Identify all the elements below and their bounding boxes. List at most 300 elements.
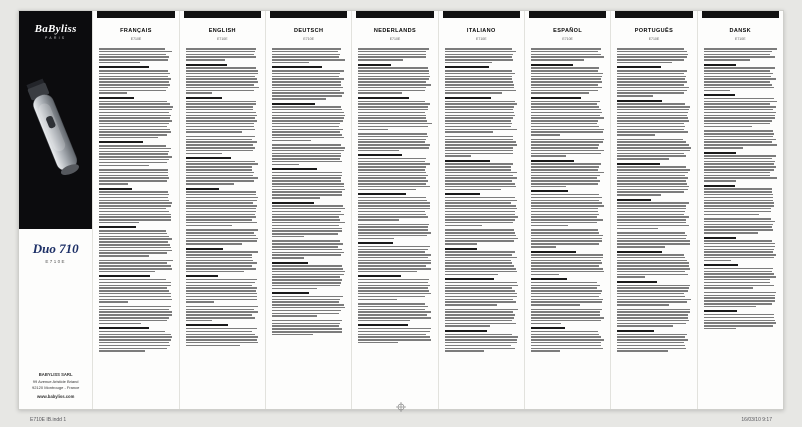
paragraph <box>617 330 690 352</box>
text-line <box>272 313 339 315</box>
text-line <box>531 334 599 336</box>
text-line <box>272 84 341 86</box>
text-line <box>99 287 166 289</box>
text-line <box>704 243 776 245</box>
section-heading <box>704 185 735 187</box>
text-line <box>445 301 516 303</box>
text-line <box>186 115 257 117</box>
text-line <box>617 296 685 298</box>
text-line <box>445 103 517 105</box>
text-line <box>99 301 128 303</box>
text-line <box>445 62 492 64</box>
text-line <box>617 134 655 136</box>
paragraph <box>617 66 690 96</box>
text-line <box>99 230 166 232</box>
text-line <box>445 166 512 168</box>
text-line <box>704 67 775 69</box>
text-line <box>617 350 668 352</box>
text-line <box>99 87 168 89</box>
text-line <box>186 76 255 78</box>
text-line <box>445 153 513 155</box>
text-line <box>186 260 254 262</box>
paragraph <box>186 48 259 61</box>
section-heading <box>186 188 219 190</box>
text-line <box>272 252 344 254</box>
text-line <box>617 191 683 193</box>
paragraph <box>704 94 777 127</box>
text-line <box>358 109 428 111</box>
text-line <box>272 120 343 122</box>
text-line <box>99 151 169 153</box>
fold-top-bar <box>270 11 347 18</box>
text-line <box>186 306 259 308</box>
paragraph <box>99 226 172 256</box>
text-line <box>272 180 341 182</box>
text-line <box>358 226 428 228</box>
paragraph <box>704 152 777 182</box>
paragraph <box>99 275 172 302</box>
text-line <box>272 233 338 235</box>
text-line <box>358 141 425 143</box>
text-line <box>531 314 600 316</box>
text-line <box>272 325 339 327</box>
text-line <box>617 48 684 50</box>
text-line <box>704 98 774 100</box>
text-line <box>531 103 597 105</box>
paragraph <box>272 66 345 99</box>
text-line <box>99 323 141 325</box>
text-line <box>704 282 770 284</box>
text-line <box>272 276 340 278</box>
text-line <box>704 194 773 196</box>
section-heading <box>358 242 393 244</box>
text-line <box>99 197 168 199</box>
text-line <box>272 288 317 290</box>
text-line <box>99 153 168 155</box>
brand-logo: BaByliss <box>34 23 77 35</box>
text-line <box>445 320 512 322</box>
text-line <box>186 73 259 75</box>
text-line <box>531 262 602 264</box>
text-line <box>617 59 684 61</box>
text-line <box>704 147 743 149</box>
text-line <box>358 290 429 292</box>
text-line <box>99 214 170 216</box>
text-line <box>99 293 171 295</box>
text-line <box>445 243 477 245</box>
text-line <box>99 252 167 254</box>
fold-top-bar <box>443 11 520 18</box>
text-line <box>358 205 429 207</box>
text-line <box>358 271 416 273</box>
text-line <box>704 136 774 138</box>
text-line <box>617 73 684 75</box>
text-line <box>617 314 688 316</box>
model-number: E710E <box>476 36 487 41</box>
text-line <box>186 153 222 155</box>
paragraph <box>531 160 604 187</box>
text-line <box>186 225 232 227</box>
text-line <box>617 51 687 53</box>
text-line <box>99 78 171 80</box>
text-line <box>99 59 168 61</box>
text-line <box>186 54 255 56</box>
paragraph <box>617 139 690 160</box>
text-line <box>186 112 257 114</box>
text-line <box>186 342 258 344</box>
text-line <box>531 123 598 125</box>
text-line <box>358 139 426 141</box>
text-line <box>531 54 601 56</box>
text-line <box>617 166 686 168</box>
text-line <box>99 247 170 249</box>
text-line <box>445 141 516 143</box>
paragraph <box>617 281 690 306</box>
text-line <box>531 115 600 117</box>
text-line <box>99 169 168 171</box>
text-line <box>358 78 429 80</box>
text-line <box>531 92 590 94</box>
text-line <box>617 87 688 89</box>
text-line <box>186 232 254 234</box>
text-line <box>358 133 427 135</box>
section-heading <box>186 64 228 66</box>
text-line <box>445 336 518 338</box>
paragraph <box>99 66 172 93</box>
text-line <box>704 139 776 141</box>
text-line <box>99 165 148 167</box>
text-line <box>272 134 342 136</box>
text-line <box>617 126 684 128</box>
text-line <box>617 235 687 237</box>
text-line <box>704 120 772 122</box>
text-line <box>445 117 513 119</box>
text-line <box>617 325 672 327</box>
text-line <box>99 317 169 319</box>
text-line <box>704 51 772 53</box>
text-line <box>704 48 777 50</box>
text-line <box>186 345 241 347</box>
text-line <box>445 296 518 298</box>
text-line <box>445 81 513 83</box>
text-line <box>531 183 598 185</box>
section-heading <box>617 251 662 253</box>
language-heading: ITALIANO <box>466 28 496 34</box>
text-line <box>617 150 689 152</box>
text-line <box>272 228 342 230</box>
text-line <box>445 235 516 237</box>
text-line <box>704 158 772 160</box>
text-line <box>704 306 756 308</box>
text-line <box>186 339 258 341</box>
text-line <box>272 126 339 128</box>
text-line <box>358 177 426 179</box>
text-line <box>272 155 341 157</box>
text-line <box>704 297 776 299</box>
text-line <box>272 78 344 80</box>
text-line <box>358 287 428 289</box>
paragraph <box>272 240 345 258</box>
text-line <box>186 265 252 267</box>
text-line <box>99 145 166 147</box>
text-line <box>704 211 771 213</box>
text-line <box>99 112 168 114</box>
text-line <box>272 214 344 216</box>
text-line <box>531 260 601 262</box>
text-line <box>358 81 426 83</box>
text-line <box>704 276 776 278</box>
text-line <box>617 214 683 216</box>
text-line <box>531 56 604 58</box>
text-line <box>186 331 252 333</box>
section-heading <box>617 163 660 165</box>
text-line <box>704 292 777 294</box>
text-line <box>445 268 516 270</box>
text-line <box>445 260 511 262</box>
model-number: E710E <box>303 36 314 41</box>
section-heading <box>99 188 131 190</box>
section-heading <box>445 278 494 280</box>
text-line <box>186 296 257 298</box>
paragraph <box>358 193 431 220</box>
text-line <box>445 90 516 92</box>
paragraph <box>445 330 518 352</box>
text-line <box>358 317 431 319</box>
text-line <box>186 166 252 168</box>
text-line <box>186 208 256 210</box>
text-line <box>704 56 775 58</box>
text-line <box>617 147 690 149</box>
text-line <box>99 137 158 139</box>
text-line <box>704 300 776 302</box>
paragraph <box>445 229 518 244</box>
text-line <box>358 73 429 75</box>
text-line <box>99 268 172 270</box>
body-text-blocks <box>358 48 431 343</box>
text-line <box>617 202 688 204</box>
section-heading <box>445 330 488 332</box>
paragraph <box>99 141 172 166</box>
text-line <box>704 161 776 163</box>
text-line <box>358 51 425 53</box>
text-line <box>272 158 340 160</box>
text-line <box>617 228 658 230</box>
text-line <box>617 139 683 141</box>
section-heading <box>358 97 409 99</box>
section-heading <box>531 327 565 329</box>
text-line <box>704 144 777 146</box>
text-line <box>445 214 515 216</box>
text-line <box>272 131 340 133</box>
text-line <box>358 189 416 191</box>
paragraph <box>445 309 518 327</box>
paragraph <box>445 136 518 157</box>
text-line <box>272 92 344 94</box>
text-line <box>617 103 684 105</box>
text-line <box>617 265 688 267</box>
text-line <box>358 48 429 50</box>
text-line <box>704 76 771 78</box>
text-line <box>358 214 426 216</box>
text-line <box>704 271 773 273</box>
company-website: www.babyliss.com <box>37 394 75 400</box>
text-line <box>704 175 770 177</box>
text-line <box>358 249 428 251</box>
text-line <box>704 191 773 193</box>
text-line <box>445 87 515 89</box>
text-line <box>617 158 669 160</box>
text-line <box>358 306 428 308</box>
paragraph <box>531 309 604 324</box>
text-line <box>99 238 172 240</box>
text-line <box>272 307 345 309</box>
text-line <box>99 103 169 105</box>
section-heading <box>704 64 737 66</box>
text-line <box>272 109 342 111</box>
section-heading <box>99 141 143 143</box>
text-line <box>704 172 771 174</box>
paragraph <box>617 199 690 229</box>
text-line <box>531 271 604 273</box>
text-line <box>445 211 515 213</box>
text-line <box>445 189 502 191</box>
text-line <box>445 345 511 347</box>
text-line <box>186 139 253 141</box>
text-line <box>445 131 493 133</box>
text-line <box>272 320 342 322</box>
text-line <box>617 186 689 188</box>
language-heading: ESPAÑOL <box>553 28 583 34</box>
text-line <box>99 241 167 243</box>
text-line <box>704 246 775 248</box>
paragraph <box>358 242 431 272</box>
text-line <box>704 285 774 287</box>
text-line <box>704 208 772 210</box>
text-line <box>186 214 255 216</box>
text-line <box>531 290 602 292</box>
text-line <box>99 148 171 150</box>
text-line <box>445 238 518 240</box>
text-line <box>358 84 431 86</box>
text-line <box>358 224 429 226</box>
text-line <box>358 328 431 330</box>
text-line <box>358 183 426 185</box>
text-line <box>445 334 513 336</box>
text-line <box>531 238 602 240</box>
text-line <box>99 314 172 316</box>
text-line <box>531 147 598 149</box>
text-line <box>272 296 343 298</box>
text-line <box>704 254 776 256</box>
fold-top-bar <box>356 11 433 18</box>
text-line <box>358 136 427 138</box>
paragraph <box>445 97 518 133</box>
product-model: E710E <box>45 259 66 264</box>
language-heading: ENGLISH <box>208 28 236 34</box>
text-line <box>704 229 774 231</box>
text-line <box>445 48 513 50</box>
text-line <box>99 159 168 161</box>
text-line <box>531 90 598 92</box>
text-line <box>531 153 601 155</box>
paragraph <box>445 160 518 190</box>
text-line <box>445 274 499 276</box>
text-line <box>617 243 690 245</box>
text-line <box>704 70 771 72</box>
text-line <box>186 211 256 213</box>
text-line <box>99 345 170 347</box>
text-line <box>99 156 171 158</box>
section-heading <box>272 262 308 264</box>
text-line <box>358 246 429 248</box>
text-line <box>99 306 170 308</box>
text-line <box>617 246 665 248</box>
cover-panel <box>19 11 92 409</box>
text-line <box>272 331 342 333</box>
language-column-italiano <box>438 11 524 409</box>
text-line <box>99 205 171 207</box>
language-column-português <box>610 11 696 409</box>
section-heading <box>617 100 662 102</box>
text-line <box>358 186 430 188</box>
text-line <box>99 208 166 210</box>
text-line <box>186 59 225 61</box>
text-line <box>704 103 770 105</box>
text-line <box>531 296 599 298</box>
text-line <box>617 320 689 322</box>
language-heading: DANSK <box>729 28 752 34</box>
paragraph <box>445 278 518 305</box>
text-line <box>358 197 426 199</box>
text-line <box>186 175 253 177</box>
text-line <box>445 350 484 352</box>
section-heading <box>617 66 660 68</box>
text-line <box>617 225 688 227</box>
text-line <box>272 279 342 281</box>
section-heading <box>99 275 150 277</box>
text-line <box>531 120 598 122</box>
text-line <box>617 95 653 97</box>
text-line <box>704 249 775 251</box>
text-line <box>445 325 491 327</box>
text-line <box>186 123 255 125</box>
section-heading <box>272 103 315 105</box>
language-column-dansk <box>697 11 783 409</box>
text-line <box>617 240 690 242</box>
paragraph <box>272 103 345 142</box>
text-line <box>704 54 770 56</box>
text-line <box>358 232 430 234</box>
text-line <box>99 282 171 284</box>
text-line <box>186 238 258 240</box>
text-line <box>445 136 513 138</box>
body-text-blocks <box>531 48 604 352</box>
hair-clipper-illustration <box>23 51 89 219</box>
text-line <box>445 150 514 152</box>
paragraph <box>531 97 604 136</box>
text-line <box>445 262 512 264</box>
text-line <box>704 240 773 242</box>
text-line <box>445 186 517 188</box>
section-heading <box>531 64 573 66</box>
text-line <box>531 265 599 267</box>
text-line <box>531 336 601 338</box>
text-line <box>531 301 602 303</box>
text-line <box>531 180 600 182</box>
text-line <box>99 222 139 224</box>
text-line <box>704 84 772 86</box>
text-line <box>358 180 428 182</box>
